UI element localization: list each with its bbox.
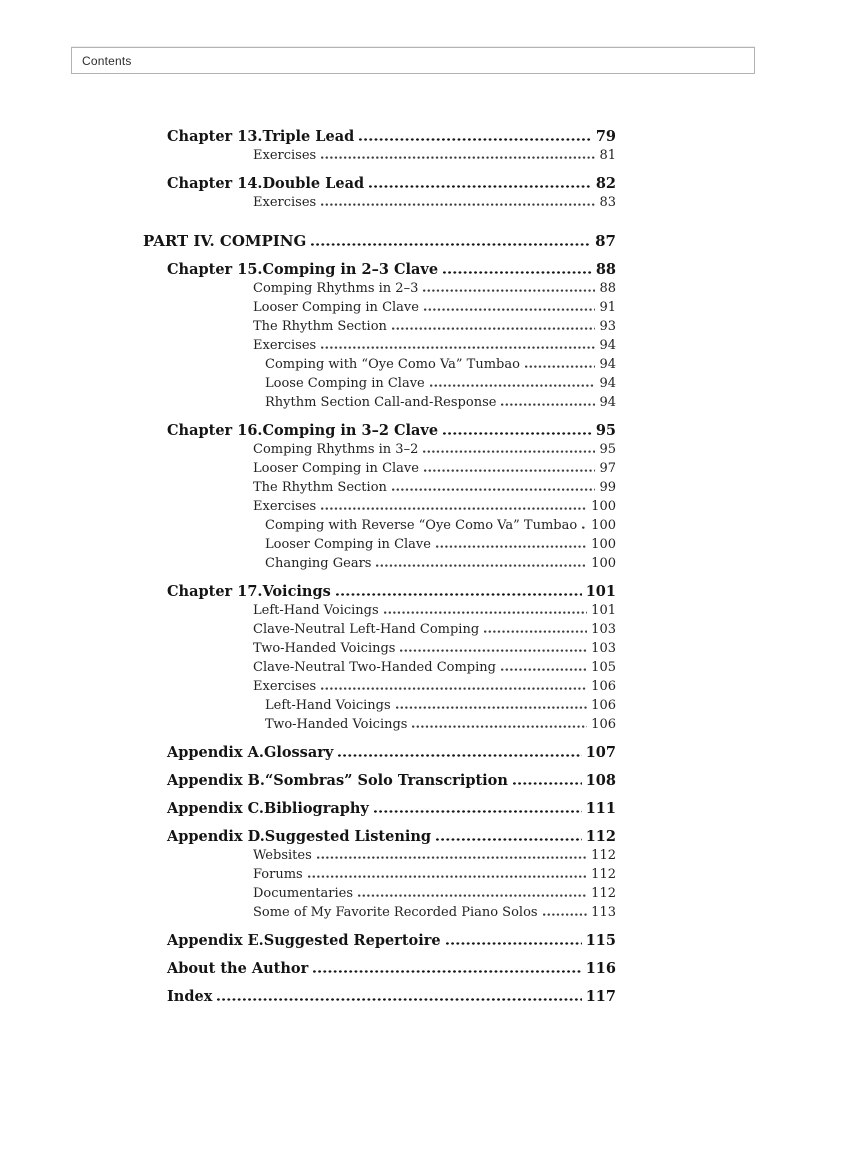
toc-entry-label: Appendix B. [167,772,265,789]
toc-entry-title: The Rhythm Section [253,319,387,334]
dot-leader [412,725,587,728]
toc-entry-chapter-5[interactable] [143,260,616,279]
toc-entry-chapter-29[interactable] [143,743,616,762]
dot-leader [423,289,595,292]
dot-leader [217,998,581,1001]
toc-entry-label: Appendix E. [167,932,264,949]
dot-leader [321,346,595,349]
toc-entry-title: Comping in 3–2 Clave [262,422,439,439]
dot-leader [313,970,582,973]
toc-entry-title: Forums [253,867,303,882]
toc-entry-page: 107 [585,744,616,761]
dot-leader [392,488,596,491]
toc-entry-chapter-30[interactable] [143,771,616,790]
dot-leader [543,913,588,916]
dot-leader [376,564,587,567]
toc-entry-page: 112 [591,867,616,882]
toc-entry-title: Suggested Listening [264,828,432,845]
toc-entry-subsection-11[interactable] [143,374,616,393]
toc-entry-page: 103 [591,622,616,637]
toc-entry-section-9[interactable] [143,336,616,355]
toc-entry-page: 116 [585,960,616,977]
toc-entry-section-3[interactable] [143,193,616,212]
dot-leader [338,754,581,757]
dot-leader [484,630,587,633]
toc-entry-page: 108 [585,772,616,789]
toc-entry-label: Chapter 17. [167,583,263,600]
dot-leader [321,156,595,159]
dot-leader [436,545,587,548]
toc-entry-page: 95 [599,442,616,457]
toc-entry-page: 94 [599,357,616,372]
toc-entry-chapter-13[interactable] [143,421,616,440]
toc-entry-page: 97 [599,461,616,476]
toc-entry-label: Appendix A. [167,744,264,761]
toc-entry-title: Exercises [253,148,317,163]
dot-leader [400,649,587,652]
toc-entry-title: Rhythm Section Call-and-Response [265,395,497,410]
toc-entry-label: Chapter 14. [167,175,263,192]
toc-entry-subsection-19[interactable] [143,535,616,554]
toc-entry-page: 100 [591,518,616,533]
dot-leader [446,942,582,945]
toc-entry-page: 112 [585,828,616,845]
toc-entry-section-8[interactable] [143,317,616,336]
toc-entry-subsection-27[interactable] [143,696,616,715]
toc-entry-title: Looser Comping in Clave [253,461,419,476]
toc-entry-section-17[interactable] [143,497,616,516]
dot-leader [424,308,595,311]
toc-entry-page: 100 [591,537,616,552]
toc-entry-section-1[interactable] [143,146,616,165]
table-of-contents [143,118,616,1006]
toc-entry-title: Comping with Reverse “Oye Como Va” Tumbao [265,518,578,533]
toc-entry-section-16[interactable] [143,478,616,497]
dot-leader [436,838,582,841]
toc-entry-title: Documentaries [253,886,354,901]
toc-entry-title: Looser Comping in Clave [253,300,419,315]
toc-entry-backmatter-38[interactable] [143,959,616,978]
toc-entry-title: Triple Lead [262,128,355,145]
toc-entry-title: Bibliography [263,800,369,817]
dot-leader [308,875,587,878]
toc-entry-section-36[interactable] [143,903,616,922]
toc-entry-page: 105 [591,660,616,675]
toc-entry-page: 111 [585,800,616,817]
toc-entry-backmatter-39[interactable] [143,987,616,1006]
contents-header-label: Contents [82,53,132,68]
toc-entry-title: Exercises [253,499,317,514]
toc-entry-title: Changing Gears [265,556,372,571]
toc-entry-section-14[interactable] [143,440,616,459]
toc-entry-title: Clave-Neutral Two-Handed Comping [253,660,496,675]
toc-entry-page: 100 [591,499,616,514]
toc-entry-chapter-21[interactable] [143,582,616,601]
dot-leader [359,138,592,141]
toc-entry-title: The Rhythm Section [253,480,387,495]
toc-entry-title: Left-Hand Voicings [253,603,379,618]
toc-entry-chapter-32[interactable] [143,827,616,846]
toc-entry-page: 117 [585,988,616,1005]
toc-entry-page: 103 [591,641,616,656]
dot-leader [311,243,591,246]
toc-entry-subsection-10[interactable] [143,355,616,374]
toc-entry-section-23[interactable] [143,620,616,639]
dot-leader [392,327,596,330]
toc-entry-title: Exercises [253,338,317,353]
dot-leader [396,706,588,709]
toc-entry-page: 115 [585,932,616,949]
toc-entry-chapter-37[interactable] [143,931,616,950]
toc-entry-label: Chapter 13. [167,128,263,145]
toc-entry-title: Left-Hand Voicings [265,698,391,713]
toc-entry-section-15[interactable] [143,459,616,478]
toc-entry-title: Glossary [263,744,334,761]
dot-leader [424,469,595,472]
toc-entry-title: Suggested Repertoire [263,932,441,949]
toc-entry-section-6[interactable] [143,279,616,298]
toc-entry-subsection-28[interactable] [143,715,616,734]
toc-entry-page: 106 [591,679,616,694]
toc-entry-section-34[interactable] [143,865,616,884]
toc-entry-subsection-20[interactable] [143,554,616,573]
toc-entry-page: 79 [595,128,616,145]
toc-entry-chapter-0[interactable] [143,127,616,146]
toc-entry-page: 95 [595,422,616,439]
dot-leader [443,271,592,274]
toc-entry-section-35[interactable] [143,884,616,903]
toc-entry-title: Double Lead [262,175,365,192]
toc-entry-page: 112 [591,886,616,901]
toc-entry-title: Looser Comping in Clave [265,537,431,552]
toc-entry-part-4[interactable] [143,232,616,251]
toc-entry-page: 94 [599,395,616,410]
toc-entry-title: Some of My Favorite Recorded Piano Solos [253,905,538,920]
toc-entry-page: 87 [595,232,616,250]
toc-entry-page: 101 [591,603,616,618]
toc-entry-label: Chapter 15. [167,261,263,278]
dot-leader [443,432,592,435]
dot-leader [423,450,595,453]
toc-entry-section-7[interactable] [143,298,616,317]
toc-entry-subsection-18[interactable] [143,516,616,535]
toc-entry-title: “Sombras” Solo Transcription [264,772,508,789]
dot-leader [582,526,587,529]
toc-entry-page: 106 [591,698,616,713]
toc-entry-title: Exercises [253,679,317,694]
toc-entry-section-24[interactable] [143,639,616,658]
dot-leader [321,203,595,206]
toc-entry-page: 113 [591,905,616,920]
toc-entry-title: Websites [253,848,312,863]
dot-leader [369,185,592,188]
toc-entry-title: Comping with “Oye Como Va” Tumbao [265,357,520,372]
toc-entry-page: 106 [591,717,616,732]
toc-entry-section-33[interactable] [143,846,616,865]
toc-entry-label: Appendix D. [167,828,265,845]
toc-entry-title: Comping Rhythms in 2–3 [253,281,419,296]
dot-leader [321,687,587,690]
dot-leader [317,856,587,859]
toc-entry-section-25[interactable] [143,658,616,677]
toc-entry-page: 82 [595,175,616,192]
dot-leader [513,782,582,785]
toc-entry-title: About the Author [167,960,309,977]
toc-entry-page: 88 [599,281,616,296]
toc-entry-title: Clave-Neutral Left-Hand Comping [253,622,480,637]
toc-entry-page: 83 [599,195,616,210]
toc-entry-label: Chapter 16. [167,422,263,439]
toc-entry-title: Index [167,988,213,1005]
toc-entry-title: Exercises [253,195,317,210]
dot-leader [358,894,587,897]
toc-entry-page: 91 [599,300,616,315]
toc-entry-title: Comping in 2–3 Clave [262,261,439,278]
toc-entry-page: 112 [591,848,616,863]
toc-entry-page: 94 [599,376,616,391]
toc-entry-title: Two-Handed Voicings [265,717,408,732]
dot-leader [525,365,596,368]
toc-entry-subsection-12[interactable] [143,393,616,412]
dot-leader [430,384,596,387]
toc-entry-title: Two-Handed Voicings [253,641,396,656]
toc-entry-page: 93 [599,319,616,334]
toc-entry-chapter-31[interactable] [143,799,616,818]
toc-entry-section-22[interactable] [143,601,616,620]
contents-header [71,47,755,74]
toc-entry-label: Appendix C. [167,800,264,817]
toc-entry-title: PART IV. COMPING [143,232,307,250]
toc-entry-page: 94 [599,338,616,353]
toc-entry-page: 101 [585,583,616,600]
toc-entry-title: Voicings [262,583,331,600]
toc-entry-page: 81 [599,148,616,163]
toc-entry-section-26[interactable] [143,677,616,696]
dot-leader [336,593,582,596]
toc-entry-chapter-2[interactable] [143,174,616,193]
dot-leader [501,403,595,406]
dot-leader [374,810,582,813]
toc-entry-title: Comping Rhythms in 3–2 [253,442,419,457]
toc-entry-page: 99 [599,480,616,495]
toc-entry-page: 100 [591,556,616,571]
dot-leader [384,611,588,614]
toc-entry-title: Loose Comping in Clave [265,376,425,391]
dot-leader [321,507,587,510]
toc-entry-page: 88 [595,261,616,278]
dot-leader [501,668,587,671]
